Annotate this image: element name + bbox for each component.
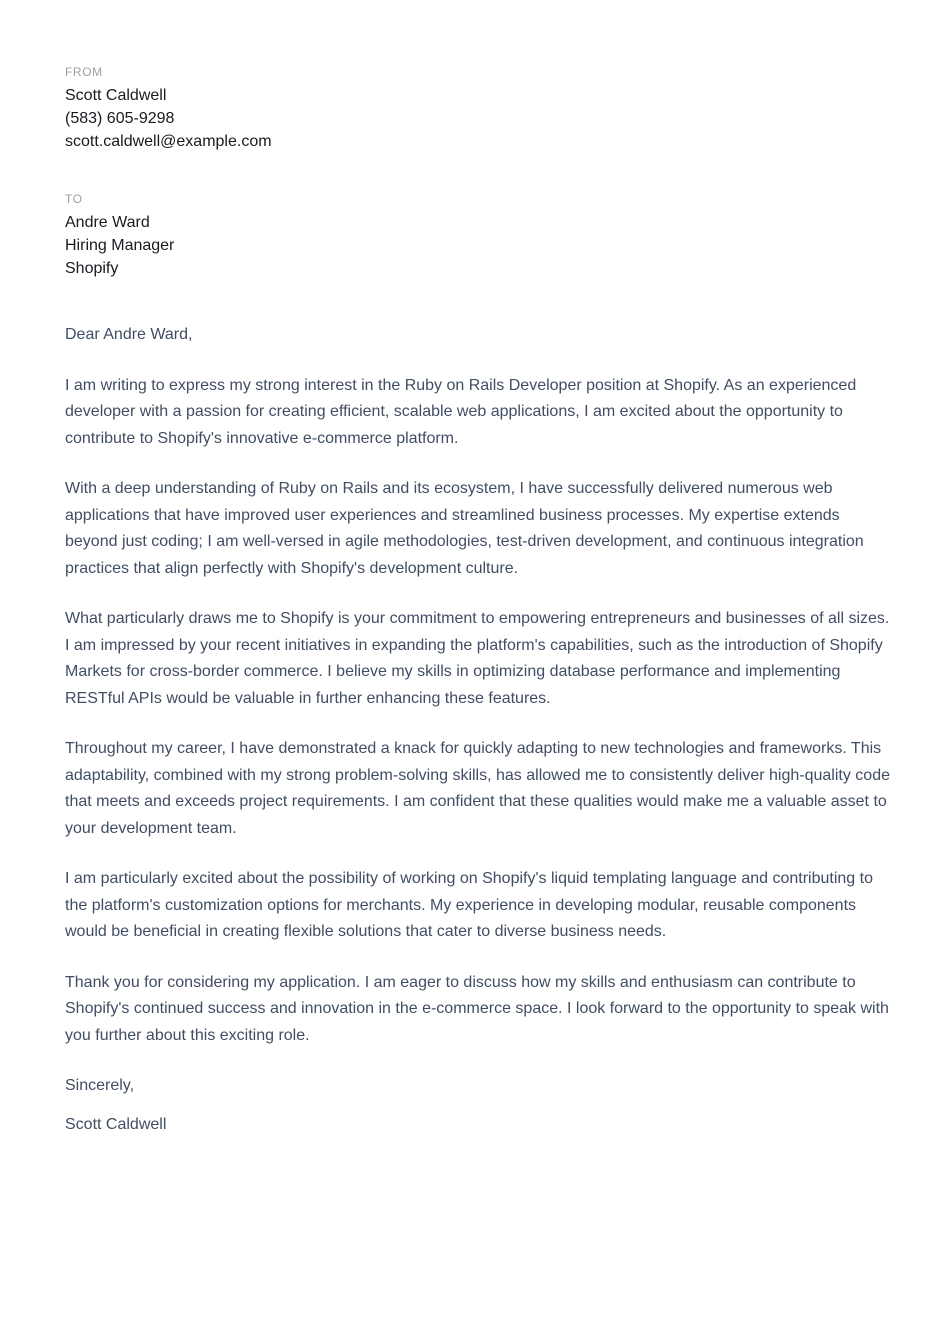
recipient-label: TO <box>65 192 83 206</box>
recipient-block <box>65 191 895 280</box>
sender-email: scott.caldwell@example.com <box>65 133 272 150</box>
recipient-job-title: Hiring Manager <box>65 237 175 254</box>
letter-paragraph: Throughout my career, I have demonstrated a knack for quickly adapting to new technologies and frameworks. This adaptability, combined with my strong problem-solving skills, has allowed me to consistently deliver high-quality code that meets and exceeds project requirements. I am confident that these qualities would make me a valuable asset to your development team. <box>65 740 890 837</box>
letter-paragraph: Thank you for considering my application. I am eager to discuss how my skills and enthusiasm can contribute to Shopify's continued success and innovation in the e-commerce space. I look forward to the opportunity to speak with you further about this exciting role. <box>65 973 889 1044</box>
letter-greeting: Dear Andre Ward, <box>65 326 193 343</box>
sender-label: FROM <box>65 65 103 79</box>
sender-phone: (583) 605-9298 <box>65 110 175 127</box>
letter-body <box>65 322 895 1138</box>
letter-paragraph: What particularly draws me to Shopify is your commitment to empowering entrepreneurs and businesses of all sizes. I am impressed by your recent initiatives in expanding the platform's capabilities, such as the introduction of Shopify Markets for cross-border commerce. I believe my skills in optimizing database performance and implementing RESTful APIs would be valuable in further enhancing these features. <box>65 610 890 707</box>
letter-paragraph: I am writing to express my strong interest in the Ruby on Rails Developer position at Shopify. As an experienced developer with a passion for creating efficient, scalable web applications, I am excited about the opportunity to contribute to Shopify's innovative e-commerce platform. <box>65 376 857 447</box>
letter-paragraph: With a deep understanding of Ruby on Rails and its ecosystem, I have successfully delivered numerous web applications that have improved user experiences and streamlined business processes. My expertise extends beyond just coding; I am well-versed in agile methodologies, test-driven development, and continuous integration practices that align perfectly with Shopify's development culture. <box>65 480 864 577</box>
letter-closing: Sincerely, <box>65 1077 135 1094</box>
recipient-company: Shopify <box>65 260 119 277</box>
letter-signature: Scott Caldwell <box>65 1115 167 1133</box>
letter-paragraph: I am particularly excited about the possibility of working on Shopify's liquid templating language and contributing to the platform's customization options for merchants. My experience in developing modular, reusable components would be beneficial in creating flexible solutions that cater to diverse business needs. <box>65 870 873 940</box>
sender-block <box>65 64 895 153</box>
sender-name: Scott Caldwell <box>65 87 167 104</box>
recipient-name: Andre Ward <box>65 214 150 231</box>
